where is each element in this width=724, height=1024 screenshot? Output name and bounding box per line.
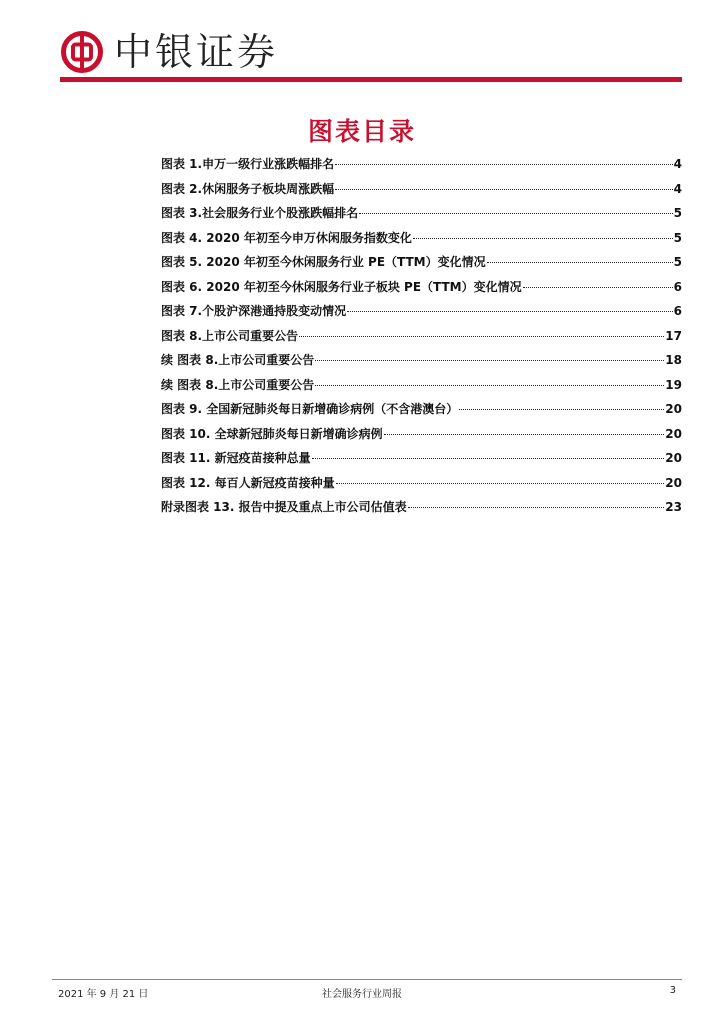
toc-title: 图表目录 (307, 117, 416, 146)
footer-report-name: 社会服务行业周报 (322, 989, 402, 1000)
toc-entry[interactable] (161, 229, 682, 254)
toc-dot-leader (523, 287, 673, 288)
toc-entry-label: 图表 10. 全球新冠肺炎每日新增确诊病例 (161, 426, 383, 441)
toc-entry-label: 续 图表 8.上市公司重要公告 (161, 353, 315, 367)
toc-entry-page: 6 (673, 304, 682, 318)
toc-entry-label: 图表 8.上市公司重要公告 (161, 328, 299, 343)
toc-entry[interactable] (161, 253, 682, 278)
footer-date: 2021 年 9 月 21 日 (58, 989, 149, 1000)
toc-entry-page: 6 (673, 279, 682, 294)
toc-dot-leader (408, 507, 665, 508)
toc-entry[interactable] (161, 302, 682, 327)
toc-list (161, 155, 682, 523)
toc-entry[interactable] (161, 376, 682, 401)
toc-entry-page: 5 (673, 230, 682, 245)
footer-page-number: 3 (669, 985, 676, 996)
toc-entry-label: 图表 6. 2020 年初至今休闲服务行业子板块 PE（TTM）变化情况 (161, 279, 522, 294)
toc-entry[interactable] (161, 449, 682, 474)
toc-entry-page: 20 (665, 451, 682, 465)
toc-entry-label: 图表 9. 全国新冠肺炎每日新增确诊病例（不含港澳台） (161, 402, 459, 416)
toc-dot-leader (335, 189, 673, 190)
toc-entry[interactable] (161, 474, 682, 499)
toc-entry-page: 17 (665, 328, 682, 343)
toc-entry[interactable] (161, 498, 682, 523)
toc-dot-leader (336, 483, 665, 484)
toc-entry-label: 图表 5. 2020 年初至今休闲服务行业 PE（TTM）变化情况 (161, 255, 486, 269)
toc-dot-leader (312, 458, 665, 459)
toc-entry-page: 18 (665, 353, 682, 367)
brand-name: 中银证券 (114, 30, 279, 74)
toc-entry-page: 4 (673, 181, 682, 196)
toc-entry-label: 附录图表 13. 报告中提及重点上市公司估值表 (161, 500, 407, 514)
toc-entry-label: 图表 7.个股沪深港通持股变动情况 (161, 304, 347, 318)
page-header (0, 0, 724, 90)
toc-entry[interactable] (161, 351, 682, 376)
toc-dot-leader (359, 213, 673, 214)
toc-dot-leader (347, 311, 673, 312)
toc-entry-page: 19 (665, 377, 682, 392)
toc-entry-page: 20 (665, 475, 682, 490)
toc-entry-page: 23 (665, 500, 682, 514)
toc-dot-leader (487, 262, 673, 263)
toc-entry[interactable] (161, 155, 682, 180)
toc-dot-leader (413, 238, 673, 239)
footer-divider (52, 979, 682, 980)
toc-entry[interactable] (161, 400, 682, 425)
toc-entry-page: 20 (665, 402, 682, 416)
toc-dot-leader (315, 385, 664, 386)
toc-entry-label: 图表 1.申万一级行业涨跌幅排名 (161, 157, 335, 171)
bank-of-china-logo-icon (60, 30, 104, 74)
toc-dot-leader (384, 434, 665, 435)
toc-entry-label: 图表 4. 2020 年初至今申万休闲服务指数变化 (161, 230, 412, 245)
toc-dot-leader (335, 164, 673, 165)
toc-entry[interactable] (161, 327, 682, 352)
toc-entry[interactable] (161, 180, 682, 205)
toc-dot-leader (459, 409, 664, 410)
toc-dot-leader (315, 360, 664, 361)
toc-entry[interactable] (161, 278, 682, 303)
toc-entry-label: 图表 12. 每百人新冠疫苗接种量 (161, 475, 335, 490)
toc-entry-label: 续 图表 8.上市公司重要公告 (161, 377, 315, 392)
toc-entry-label: 图表 11. 新冠疫苗接种总量 (161, 451, 311, 465)
toc-dot-leader (299, 336, 664, 337)
toc-entry-page: 5 (673, 255, 682, 269)
toc-entry-label: 图表 2.休闲服务子板块周涨跌幅 (161, 181, 335, 196)
toc-entry-page: 4 (673, 157, 682, 171)
toc-entry[interactable] (161, 425, 682, 450)
toc-entry-label: 图表 3.社会服务行业个股涨跌幅排名 (161, 206, 359, 220)
header-divider (60, 77, 682, 82)
toc-entry[interactable] (161, 204, 682, 229)
toc-entry-page: 5 (673, 206, 682, 220)
toc-entry-page: 20 (665, 426, 682, 441)
